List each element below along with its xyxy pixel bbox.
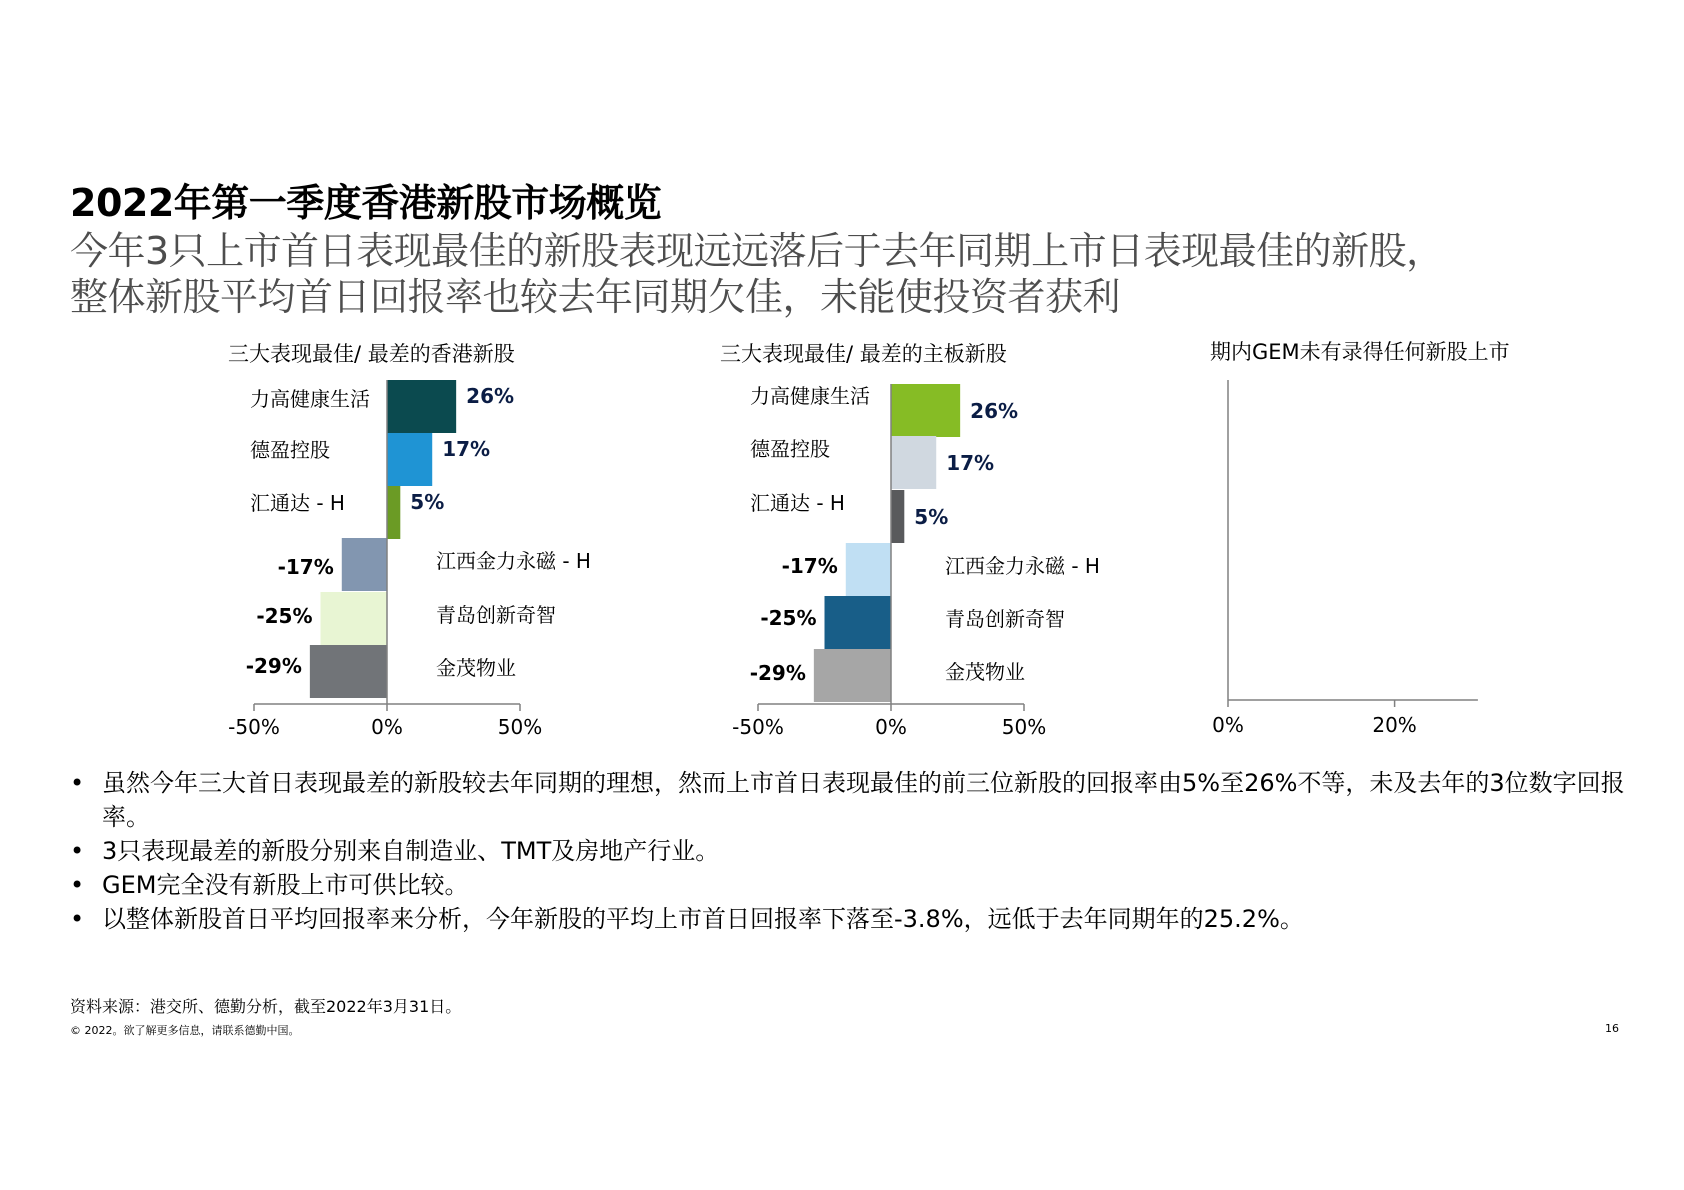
chart2-x-tick-label: 0% [875,715,907,739]
chart1-category-label: 德盈控股 [250,438,330,462]
chart2-data-label: 26% [970,399,1019,423]
chart1-data-label: -25% [256,604,313,628]
chart2-title: 三大表现最佳/ 最差的主板新股 [720,342,1007,366]
chart1-title: 三大表现最佳/ 最差的香港新股 [228,342,515,366]
chart2-bar [891,384,960,437]
chart2-category-label: 汇通达 - H [750,491,845,515]
chart1-bar [321,592,388,645]
chart2-bar [891,490,904,543]
chart1-x-tick-label: -50% [228,715,280,739]
chart1-bar [387,486,400,539]
chart1-data-label: -29% [245,654,302,678]
bullet-list [70,766,1630,936]
chart2-category-label: 江西金力永磁 - H [945,554,1100,578]
chart2-bar [814,649,891,702]
copyright-note: © 2022。欲了解更多信息，请联系德勤中国。 [70,1024,300,1037]
page-number: 16 [1605,1022,1619,1035]
chart1-data-label: 26% [466,384,515,408]
chart1-data-label: 17% [442,437,491,461]
chart1-bar [342,538,387,591]
chart2-category-label: 青岛创新奇智 [945,607,1065,631]
chart1-x-tick-label: 0% [371,715,403,739]
chart2-data-label: 17% [946,451,995,475]
chart3-title: 期内GEM未有录得任何新股上市 [1210,340,1510,364]
source-note: 资料来源：港交所、德勤分析，截至2022年3月31日。 [70,997,462,1016]
chart2-category-label: 金茂物业 [945,660,1025,684]
chart1-category-label: 汇通达 - H [250,491,345,515]
page-title: 2022年第一季度香港新股市场概览 [70,181,662,225]
bullet-item: • 以整体新股首日平均回报率来分析，今年新股的平均上市首日回报率下落至-3.8%，远低于去年同期年的25.2%。 [70,902,1630,936]
chart1-x-tick-label: 50% [497,715,543,739]
chart2-category-label: 德盈控股 [750,437,830,461]
bullet-item: • GEM完全没有新股上市可供比较。 [70,868,1630,902]
chart2-data-label: -25% [760,606,817,630]
chart2-bar [891,436,936,489]
chart2-data-label: 5% [914,505,949,529]
chart1-category-label: 青岛创新奇智 [436,603,556,627]
bullet-item: • 虽然今年三大首日表现最差的新股较去年同期的理想，然而上市首日表现最佳的前三位新股的回报率由5%至26%不等，未及去年的3位数字回报率。 [70,766,1630,834]
chart2-data-label: -29% [749,661,806,685]
chart1-bar [387,433,432,486]
chart2-category-label: 力高健康生活 [750,384,870,408]
chart2-x-tick-label: 50% [1001,715,1047,739]
chart2-data-label: -17% [781,554,838,578]
bullet-item: • 3只表现最差的新股分别来自制造业、TMT及房地产行业。 [70,834,1630,868]
chart1-data-label: 5% [410,490,445,514]
chart2-x-tick-label: -50% [732,715,784,739]
chart1-category-label: 力高健康生活 [250,387,370,411]
chart3-x-tick-label: 0% [1212,713,1244,737]
chart1-bar [310,645,387,698]
chart1-data-label: -17% [277,555,334,579]
chart3-x-tick-label: 20% [1372,713,1417,737]
page-subtitle-line2: 整体新股平均首日回报率也较去年同期欠佳，未能使投资者获利 [70,275,1121,319]
chart1-bar [387,380,456,433]
chart2-bar [846,543,891,596]
page-subtitle-line1: 今年3只上市首日表现最佳的新股表现远远落后于去年同期上市日表现最佳的新股， [70,229,1444,273]
chart2-bar [825,596,892,649]
chart1-category-label: 金茂物业 [436,656,516,680]
chart1-category-label: 江西金力永磁 - H [436,549,591,573]
